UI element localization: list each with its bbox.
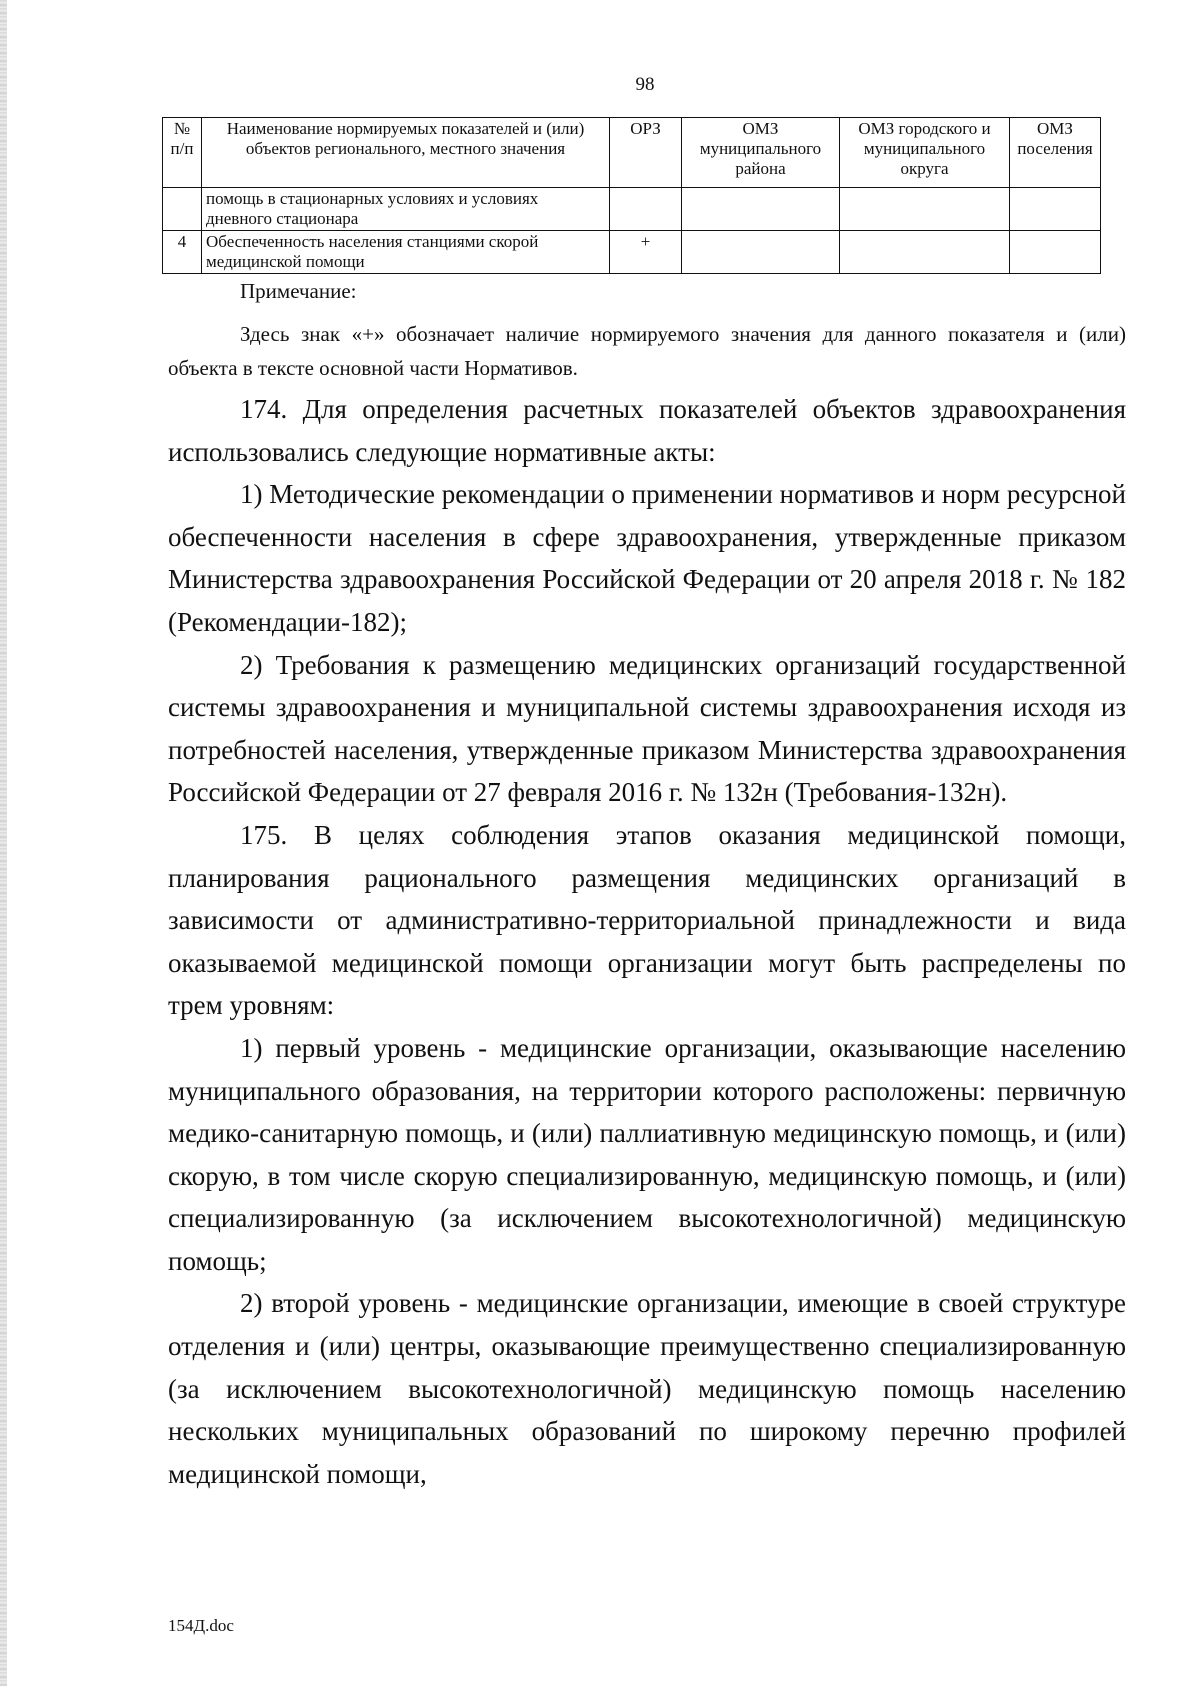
header-orz: ОРЗ bbox=[610, 118, 682, 188]
note-text: Здесь знак «+» обозначает наличие нормируемого значения для данного показателя и (или) объекта в тексте основной части Нормативов. bbox=[168, 322, 1126, 380]
header-num: № п/п bbox=[163, 118, 202, 188]
scan-edge bbox=[0, 0, 7, 1686]
table-row bbox=[163, 188, 1101, 231]
table-header-row bbox=[163, 118, 1101, 188]
header-name: Наименование нормируемых показателей и (или) объектов регионального, местного значения bbox=[202, 118, 610, 188]
row-orz: + bbox=[610, 231, 682, 274]
paragraph-175-item-1: 1) первый уровень - медицинские организации, оказывающие населению муниципального образования, на территории которого расположены: первичную медико-санитарную помощь, и (или) паллиативную медицинскую помощь, и (или) скорую, в том числе скорую специализированную, медицинскую помощь, и (или) специализированную (за исключением высокотехнологичной) медицинскую помощь; bbox=[168, 1032, 1126, 1276]
norms-table bbox=[162, 117, 1101, 274]
body-text bbox=[168, 388, 1126, 1495]
paragraph-175: 175. В целях соблюдения этапов оказания медицинской помощи, планирования рационального размещения медицинских организаций в зависимости от административно-территориальной принадлежности и вида оказываемой медицинской помощи организации могут быть распределены по трем уровням: bbox=[168, 819, 1126, 1021]
paragraph-174-item-1: 1) Методические рекомендации о применении нормативов и норм ресурсной обеспеченности населения в сфере здравоохранения, утвержденные приказом Министерства здравоохранения Российской Федерации от 20 апреля 2018 г. № 182 (Рекомендации-182); bbox=[168, 479, 1126, 637]
row-omz-district bbox=[682, 231, 840, 274]
header-omz-settlement: ОМЗ поселения bbox=[1010, 118, 1101, 188]
page-number: 98 bbox=[635, 74, 655, 95]
row-omz-settlement bbox=[1010, 231, 1101, 274]
row-num bbox=[163, 188, 202, 231]
paragraph-174: 174. Для определения расчетных показателей объектов здравоохранения использовались следующие нормативные акты: bbox=[168, 394, 1126, 467]
row-orz bbox=[610, 188, 682, 231]
note-title: Примечание: bbox=[240, 279, 357, 303]
row-omz-settlement bbox=[1010, 188, 1101, 231]
row-omz-okrug bbox=[840, 231, 1010, 274]
paragraph-174-item-2: 2) Требования к размещению медицинских организаций государственной системы здравоохранения и муниципальной системы здравоохранения исходя из потребностей населения, утвержденные приказом Министерства здравоохранения Российской Федерации от 27 февраля 2016 г. № 132н (Требования-132н). bbox=[168, 649, 1126, 808]
row-omz-district bbox=[682, 188, 840, 231]
row-omz-okrug bbox=[840, 188, 1010, 231]
footer-filename: 154Д.doc bbox=[168, 1616, 234, 1635]
table-row bbox=[163, 231, 1101, 274]
paragraph-175-item-2: 2) второй уровень - медицинские организации, имеющие в своей структуре отделения и (или) центры, оказывающие преимущественно специализированную (за исключением высокотехнологичной) медицинскую помощь населению нескольких муниципальных образований по широкому перечню профилей медицинской помощи, bbox=[168, 1288, 1126, 1489]
row-num: 4 bbox=[163, 231, 202, 274]
row-name: помощь в стационарных условиях и условиях дневного стационара bbox=[202, 188, 610, 231]
row-name: Обеспеченность населения станциями скорой медицинской помощи bbox=[202, 231, 610, 274]
header-omz-okrug: ОМЗ городского и муниципального округа bbox=[840, 118, 1010, 188]
header-omz-district: ОМЗ муниципального района bbox=[682, 118, 840, 188]
